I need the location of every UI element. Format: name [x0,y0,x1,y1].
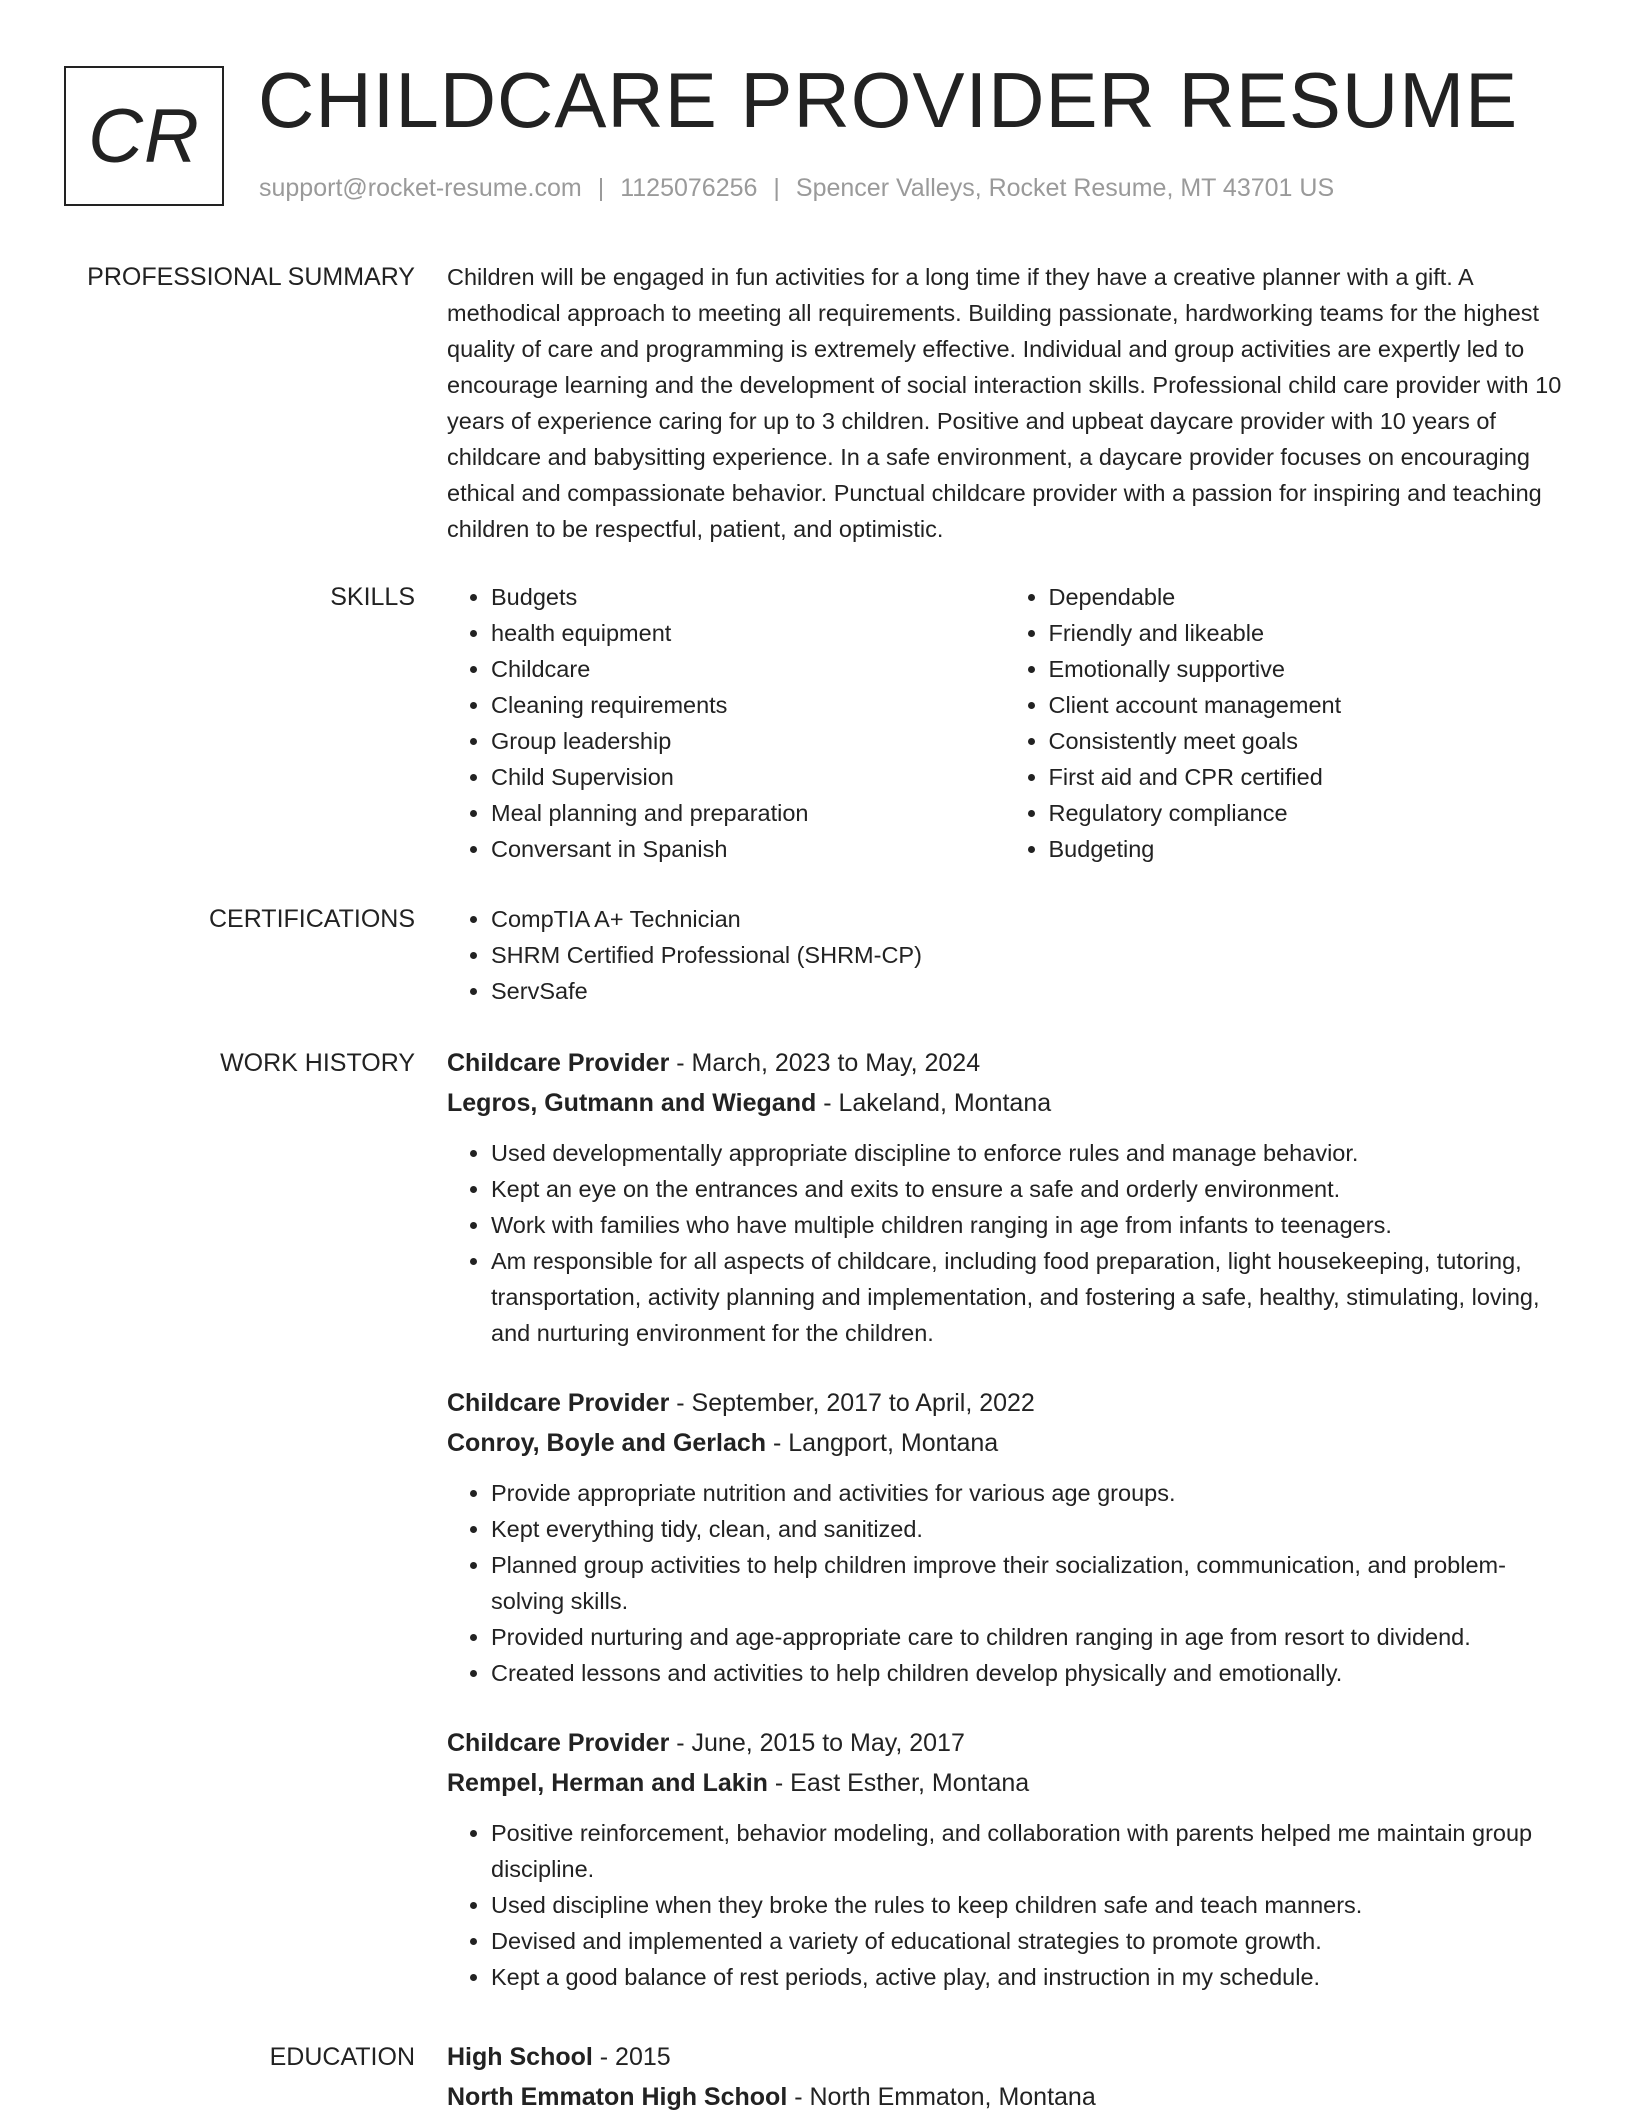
education-location: - North Emmaton, Montana [787,2083,1096,2111]
initials-monogram: CR [64,66,224,206]
skill-item: • First aid and CPR certified [1049,759,1563,795]
section-label-certifications: CERTIFICATIONS [208,905,415,933]
job-duty: • Used developmentally appropriate discipline to enforce rules and manage behavior. [491,1135,1562,1171]
skill-item: • health equipment [491,615,1005,651]
job-title-line [447,1383,1562,1423]
job-company: Conroy, Boyle and Gerlach [447,1429,767,1457]
job-duties-list [447,1815,1562,1995]
job-location: - East Esther, Montana [767,1769,1030,1797]
job-duty: • Used discipline when they broke the rules to keep children safe and teach manners. [491,1887,1562,1923]
job-title: Childcare Provider [447,1049,670,1077]
skill-item: • Cleaning requirements [491,687,1005,723]
section-label-skills: SKILLS [330,583,415,611]
contact-separator: | [773,174,780,202]
job-duty: • Devised and implemented a variety of educational strategies to promote growth. [491,1923,1562,1959]
skill-item: • Child Supervision [491,759,1005,795]
skill-item: • Client account management [1049,687,1563,723]
education-school: North Emmaton High School [447,2083,788,2111]
certification-item: • SHRM Certified Professional (SHRM-CP) [491,937,1562,973]
education-degree: High School [447,2043,593,2071]
job-duty: • Positive reinforcement, behavior modeling, and collaboration with parents helped me maintain group discipline. [491,1815,1562,1887]
resume-title: CHILDCARE PROVIDER RESUME [258,56,1519,144]
job-duties-list [447,1135,1562,1351]
job-title-line [447,1043,1562,1083]
skill-item: • Friendly and likeable [1049,615,1563,651]
skill-item: • Childcare [491,651,1005,687]
job-location: - Langport, Montana [766,1429,999,1457]
section-label-work-history: WORK HISTORY [220,1049,415,1077]
job-entry [447,1723,1562,1995]
job-duty: • Kept a good balance of rest periods, active play, and instruction in my schedule. [491,1959,1562,1995]
summary-text: Children will be engaged in fun activities for a long time if they have a creative planner with a gift. A methodical approach to meeting all requirements. Building passionate, hardworking teams for the highest quality of care and programming is extremely effective. Individual and group activities are expertly led to encourage learning and the development of social interaction skills. Professional child care provider with 10 years of experience caring for up to 3 children. Positive and upbeat daycare provider with 10 years of childcare and babysitting experience. In a safe environment, a daycare provider focuses on encouraging ethical and compassionate behavior. Punctual childcare provider with a passion for inspiring and teaching children to be respectful, patient, and optimistic. [447,264,1562,542]
contact-address: Spencer Valleys, Rocket Resume, MT 43701 US [795,174,1335,202]
job-duty: • Planned group activities to help children improve their socialization, communication, and problem-solving skills. [491,1547,1562,1619]
certification-item: • ServSafe [491,973,1562,1009]
job-duty: • Kept an eye on the entrances and exits to ensure a safe and orderly environment. [491,1171,1562,1207]
job-duty: • Kept everything tidy, clean, and sanitized. [491,1511,1562,1547]
job-duty: • Created lessons and activities to help children develop physically and emotionally. [491,1655,1562,1691]
contact-line [259,174,1334,203]
skill-item: • Emotionally supportive [1049,651,1563,687]
skills-list-right [1005,579,1563,867]
job-company-line [447,1083,1562,1123]
job-title: Childcare Provider [447,1389,670,1417]
skill-item: • Meal planning and preparation [491,795,1005,831]
job-dates: - June, 2015 to May, 2017 [669,1729,965,1757]
contact-separator: | [597,174,605,202]
job-company: Legros, Gutmann and Wiegand [447,1089,817,1117]
job-location: - Lakeland, Montana [816,1089,1052,1117]
job-duty: • Am responsible for all aspects of childcare, including food preparation, light housekeeping, tutoring, transportation, activity planning and implementation, and fostering a safe, healthy, stimulating, loving, and nurturing environment for the children. [491,1243,1562,1351]
section-label-summary: PROFESSIONAL SUMMARY [87,263,415,291]
education-year: - 2015 [592,2043,671,2071]
job-dates: - September, 2017 to April, 2022 [669,1389,1035,1417]
certification-item: • CompTIA A+ Technician [491,901,1562,937]
job-duty: • Work with families who have multiple children ranging in age from infants to teenagers. [491,1207,1562,1243]
job-company: Rempel, Herman and Lakin [447,1769,768,1797]
job-duty: • Provided nurturing and age-appropriate care to children ranging in age from resort to dividend. [491,1619,1562,1655]
job-entry [447,1383,1562,1691]
skill-item: • Regulatory compliance [1049,795,1563,831]
job-title: Childcare Provider [447,1729,670,1757]
job-duty: • Provide appropriate nutrition and activities for various age groups. [491,1475,1562,1511]
education-school-line [447,2077,1562,2117]
contact-email[interactable]: support@rocket-resume.com [259,174,582,202]
skill-item: • Consistently meet goals [1049,723,1563,759]
skill-item: • Dependable [1049,579,1563,615]
job-company-line [447,1763,1562,1803]
job-dates: - March, 2023 to May, 2024 [669,1049,981,1077]
skill-item: • Budgets [491,579,1005,615]
education-degree-line [447,2037,1562,2077]
skills-list-left [447,579,1005,867]
job-entry [447,1043,1562,1351]
skill-item: • Group leadership [491,723,1005,759]
skill-item: • Budgeting [1049,831,1563,867]
section-label-education: EDUCATION [269,2043,415,2071]
job-company-line [447,1423,1562,1463]
job-duties-list [447,1475,1562,1691]
contact-phone: 1125076256 [620,174,758,202]
job-title-line [447,1723,1562,1763]
skill-item: • Conversant in Spanish [491,831,1005,867]
certifications-list [447,901,1562,1009]
